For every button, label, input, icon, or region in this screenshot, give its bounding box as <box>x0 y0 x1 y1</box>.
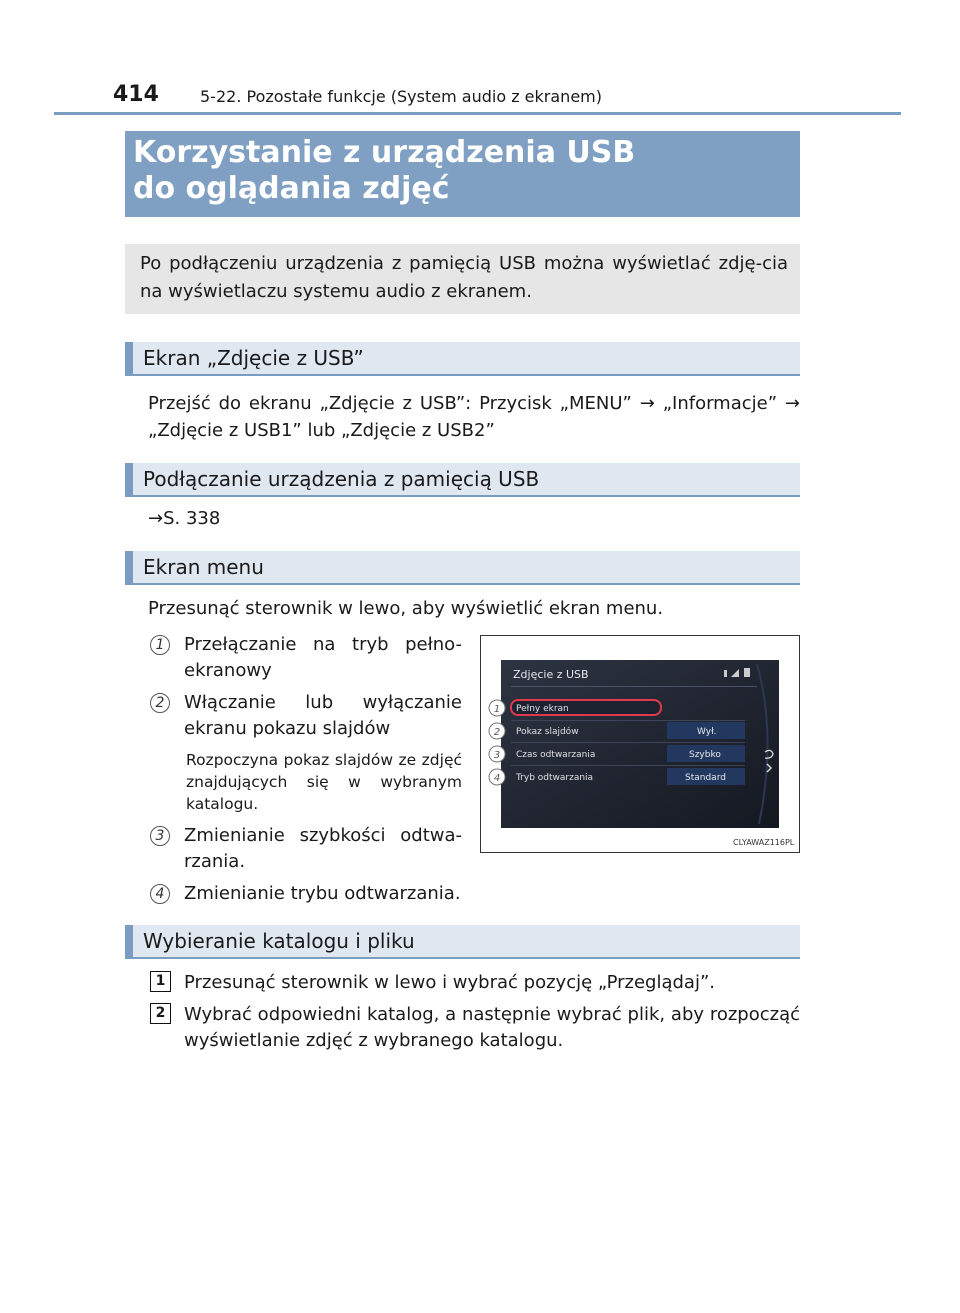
page-title-box <box>125 131 800 217</box>
section-heading-select <box>125 925 800 959</box>
section-bar <box>125 551 133 583</box>
section-heading-connect <box>125 463 800 497</box>
step-2-text: Wybrać odpowiedni katalog, a następnie wybrać plik, aby rozpocząć wyświetlanie zdjęć z wybranego katalogu. <box>184 1004 800 1051</box>
screen-value-3: Szybko <box>689 750 721 760</box>
screen-callout-4: 4 <box>493 773 501 784</box>
screen-callout-1: 1 <box>493 704 501 715</box>
section-heading-text: Ekran „Zdjęcie z USB” <box>143 346 364 370</box>
section-heading-text: Podłączanie urządzenia z pamięcią USB <box>143 467 540 491</box>
intro-text: Po podłączeniu urządzenia z pamięcią USB można wyświetlać zdję-cia na wyświetlaczu systemu audio z ekranem. <box>140 253 788 302</box>
screen-illustration <box>480 635 800 853</box>
screen-row-2: Pokaz slajdów <box>516 727 579 737</box>
page-title-line2: do oglądania zdjęć <box>133 171 450 206</box>
section-heading-menu <box>125 551 800 585</box>
step-1-marker: 1 <box>150 971 171 992</box>
step-2-marker: 2 <box>150 1003 171 1024</box>
section-bar <box>125 342 133 374</box>
screen-illustration-svg <box>481 636 799 852</box>
screen-callout-2: 2 <box>493 727 501 738</box>
page-reference: →S. 338 <box>148 508 221 529</box>
page-number: 414 <box>113 82 159 107</box>
screen-title: Zdjęcie z USB <box>513 668 589 681</box>
figure-code: CLYAWAZ116PL <box>733 838 795 847</box>
step-1-text: Przesunąć sterownik w lewo i wybrać pozycję „Przeglądaj”. <box>184 972 715 993</box>
screen-row-4: Tryb odtwarzania <box>516 773 594 783</box>
menu-item-fullscreen: Przełączanie na tryb pełno-ekranowy <box>184 634 462 681</box>
section-heading-screen <box>125 342 800 376</box>
running-title: 5-22. Pozostałe funkcje (System audio z ekranem) <box>200 87 602 106</box>
menu-item-mode: Zmienianie trybu odtwarzania. <box>184 883 461 904</box>
menu-instructions: Przesunąć sterownik w lewo, aby wyświetlić ekran menu. <box>148 598 664 619</box>
screen-row-3: Czas odtwarzania <box>516 750 596 760</box>
callout-2: 2 <box>150 693 170 713</box>
section-heading-text: Wybieranie katalogu i pliku <box>143 929 415 953</box>
section-bar <box>125 463 133 495</box>
header-rule <box>54 112 901 115</box>
callout-3: 3 <box>150 826 170 846</box>
screen-instructions: Przejść do ekranu „Zdjęcie z USB”: Przycisk „MENU” → „Informacje” → „Zdjęcie z USB1” lub „Zdjęcie z USB2” <box>148 393 800 441</box>
callout-4: 4 <box>150 884 170 904</box>
slideshow-note: Rozpoczyna pokaz slajdów ze zdjęć znajdujących się w wybranym katalogu. <box>186 751 462 813</box>
screen-row-1: Pełny ekran <box>516 704 569 714</box>
menu-item-speed: Zmienianie szybkości odtwa-rzania. <box>184 825 462 872</box>
intro-box <box>125 244 800 314</box>
screen-value-2: Wył. <box>697 727 717 737</box>
page-title-line1: Korzystanie z urządzenia USB <box>133 135 636 170</box>
callout-1: 1 <box>150 635 170 655</box>
section-heading-text: Ekran menu <box>143 555 264 579</box>
section-bar <box>125 925 133 957</box>
page-title <box>133 135 635 207</box>
menu-item-slideshow: Włączanie lub wyłączanie ekranu pokazu slajdów <box>184 692 462 739</box>
screen-value-4: Standard <box>685 773 726 783</box>
screen-callout-3: 3 <box>493 750 501 761</box>
